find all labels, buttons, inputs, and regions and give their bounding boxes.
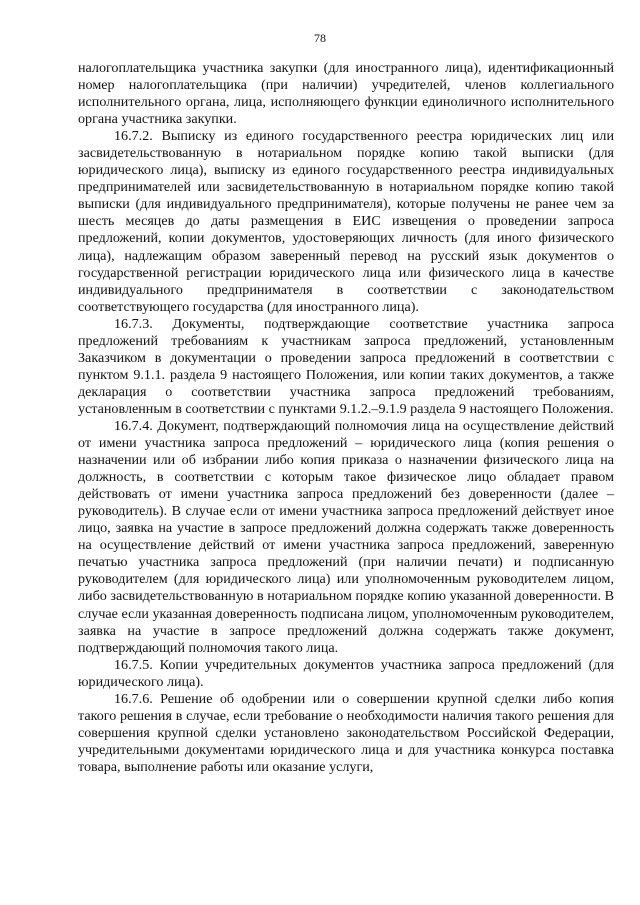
paragraph-16-7-4: 16.7.4. Документ, подтверждающий полномочия лица на осуществление действий от имени участника запроса предложений – юридического лица (копия решения о назначении или об избрании либо копия приказа о назначении физического лица на должность, в соответствии с которым такое физическое лицо обладает правом действовать от имени участника запроса предложений без доверенности (далее – руководитель). В случае если от имени участника запроса предложений действует иное лицо, заявка на участие в запросе предложений должна содержать также доверенность на осуществление действий от имени участника запроса предложений, заверенную печатью участника запроса предложений (при наличии печати) и подписанную руководителем (для юридического лица) или уполномоченным руководителем лицом, либо засвидетельствованную в нотариальном порядке копию указанной доверенности. В случае если указанная доверенность подписана лицом, уполномоченным руководителем, заявка на участие в запросе предложений должна содержать также документ, подтверждающий полномочия такого лица. xyxy=(78,417,614,656)
page-number: 78 xyxy=(314,31,326,45)
paragraph-16-7-3: 16.7.3. Документы, подтверждающие соответствие участника запроса предложений требованиям к участникам запроса предложений, установленным Заказчиком в документации о проведении запроса предложений в соответствии с пунктом 9.1.1. раздела 9 настоящего Положения, или копии таких документов, а также декларация о соответствии участника запроса предложений требованиям, установленным в соответствии с пунктами 9.1.2.–9.1.9 раздела 9 настоящего Положения. xyxy=(78,315,614,417)
document-body xyxy=(78,60,614,776)
paragraph-16-7-5: 16.7.5. Копии учредительных документов участника запроса предложений (для юридического лица). xyxy=(78,656,614,690)
paragraph-continuation: налогоплательщика участника закупки (для иностранного лица), идентификационный номер налогоплательщика (при наличии) учредителей, членов коллегиального исполнительного органа, лица, исполняющего функции единоличного исполнительного органа участника закупки. xyxy=(78,60,614,128)
paragraph-16-7-2: 16.7.2. Выписку из единого государственного реестра юридических лиц или засвидетельствованную в нотариальном порядке копию такой выписки (для юридического лица), выписку из единого государственного реестра индивидуальных предпринимателей или засвидетельствованную в нотариальном порядке копию такой выписки (для индивидуального предпринимателя), которые получены не ранее чем за шесть месяцев до даты размещения в ЕИС извещения о проведении запроса предложений, копии документов, удостоверяющих личность (для иного физического лица), надлежащим образом заверенный перевод на русский язык документов о государственной регистрации юридического лица или физического лица в качестве индивидуального предпринимателя в соответствии с законодательством соответствующего государства (для иностранного лица). xyxy=(78,128,614,315)
paragraph-16-7-6: 16.7.6. Решение об одобрении или о совершении крупной сделки либо копия такого решения в случае, если требование о необходимости наличия такого решения для совершения крупной сделки установлено законодательством Российской Федерации, учредительными документами юридического лица и для участника конкурса поставка товара, выполнение работы или оказание услуги, xyxy=(78,690,614,775)
